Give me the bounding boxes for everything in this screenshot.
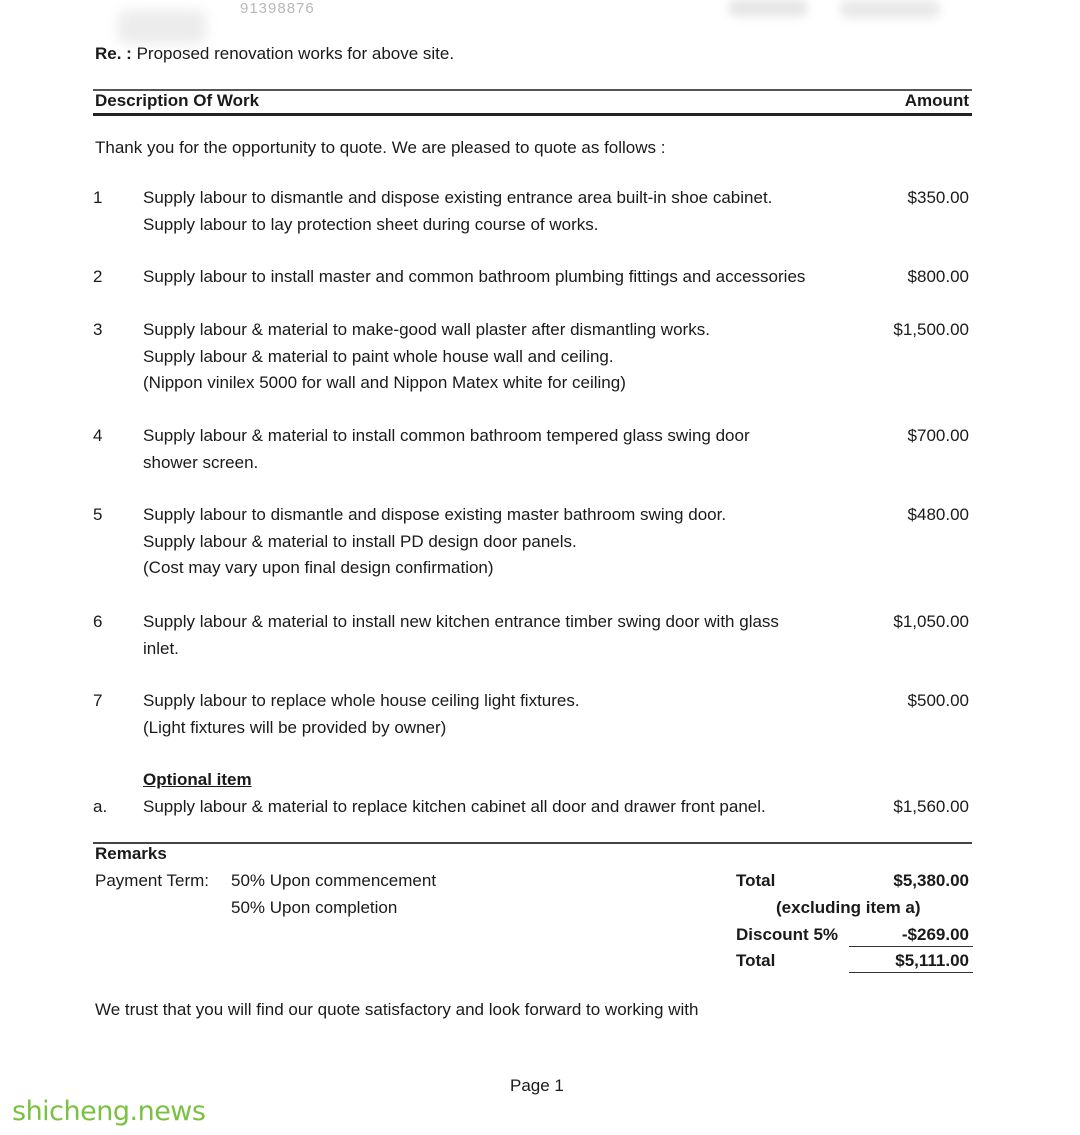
total-value: $5,380.00 xyxy=(893,871,969,890)
item-line: Supply labour to lay protection sheet during course of works. xyxy=(143,214,599,234)
item-number: 3 xyxy=(93,320,103,339)
redacted-mark xyxy=(118,10,206,44)
closing-text: We trust that you will find our quote satisfactory and look forward to working with xyxy=(95,1000,699,1019)
page-number: Page 1 xyxy=(510,1076,564,1095)
reference-label: Re. : xyxy=(95,44,132,63)
item-number: 7 xyxy=(93,691,103,710)
item-description xyxy=(143,317,873,397)
header-rule-bottom xyxy=(93,113,972,116)
item-amount: $350.00 xyxy=(907,188,969,207)
item-amount: $1,050.00 xyxy=(893,612,969,631)
item-line: Supply labour & material to paint whole house wall and ceiling. xyxy=(143,346,614,366)
column-header-description: Description Of Work xyxy=(95,91,260,110)
grand-total-rule-bottom xyxy=(849,972,973,973)
item-description xyxy=(143,185,873,238)
item-amount: $480.00 xyxy=(907,505,969,524)
item-amount: $800.00 xyxy=(907,267,969,286)
item-description xyxy=(143,609,873,662)
item-line: Supply labour to install master and common bathroom plumbing fittings and accessories xyxy=(143,267,806,286)
reference-text: Proposed renovation works for above site. xyxy=(136,44,455,63)
payment-term-line: 50% Upon completion xyxy=(231,898,398,917)
item-number: 6 xyxy=(93,612,103,631)
item-line: Supply labour & material to install common bathroom tempered glass swing door xyxy=(143,426,750,445)
item-line: (Nippon vinilex 5000 for wall and Nippon Matex white for ceiling) xyxy=(143,373,626,392)
item-line: Supply labour & material to install new kitchen entrance timber swing door with glass xyxy=(143,612,779,631)
reference-line xyxy=(95,44,454,64)
grand-total-rule-top xyxy=(849,946,973,947)
payment-term-label: Payment Term: xyxy=(95,871,210,890)
item-description xyxy=(143,264,873,291)
item-line: inlet. xyxy=(143,638,179,658)
item-number: a. xyxy=(93,797,108,816)
column-header-amount: Amount xyxy=(904,91,969,110)
item-line: Supply labour to replace whole house ceiling light fixtures. xyxy=(143,691,580,710)
remarks-rule xyxy=(93,842,972,844)
item-line: (Light fixtures will be provided by owner) xyxy=(143,717,447,737)
total-label: Total xyxy=(736,871,776,890)
item-amount: $1,560.00 xyxy=(893,797,969,816)
item-line: shower screen. xyxy=(143,452,259,472)
remarks-title: Remarks xyxy=(95,844,167,863)
discount-label: Discount 5% xyxy=(736,925,839,944)
item-number: 1 xyxy=(93,188,103,207)
partial-phone-number: 91398876 xyxy=(240,0,315,17)
watermark: shicheng.news xyxy=(12,1096,206,1127)
intro-text: Thank you for the opportunity to quote. We are pleased to quote as follows : xyxy=(95,138,666,157)
optional-item-title: Optional item xyxy=(143,770,252,789)
item-amount: $700.00 xyxy=(907,426,969,445)
grand-total-label: Total xyxy=(736,951,776,970)
grand-total-value: $5,111.00 xyxy=(895,951,969,970)
item-description: Supply labour & material to replace kitchen cabinet all door and drawer front panel. xyxy=(143,797,766,816)
payment-term-line: 50% Upon commencement xyxy=(231,871,437,890)
item-line: Supply labour to dismantle and dispose existing master bathroom swing door. xyxy=(143,505,727,524)
item-description xyxy=(143,423,873,476)
item-description xyxy=(143,688,873,741)
item-line: Supply labour & material to install PD design door panels. xyxy=(143,531,577,551)
item-line: Supply labour & material to make-good wall plaster after dismantling works. xyxy=(143,320,710,339)
redacted-mark xyxy=(840,0,940,18)
item-number: 4 xyxy=(93,426,103,445)
redacted-mark xyxy=(728,0,808,16)
item-line: (Cost may vary upon final design confirmation) xyxy=(143,558,494,577)
excluding-note: (excluding item a) xyxy=(776,898,921,917)
discount-value: -$269.00 xyxy=(901,925,969,944)
item-line: Supply labour to dismantle and dispose existing entrance area built-in shoe cabinet. xyxy=(143,188,773,207)
item-number: 5 xyxy=(93,505,103,524)
item-amount: $1,500.00 xyxy=(893,320,969,339)
item-number: 2 xyxy=(93,267,103,286)
item-description xyxy=(143,502,873,582)
item-amount: $500.00 xyxy=(907,691,969,710)
